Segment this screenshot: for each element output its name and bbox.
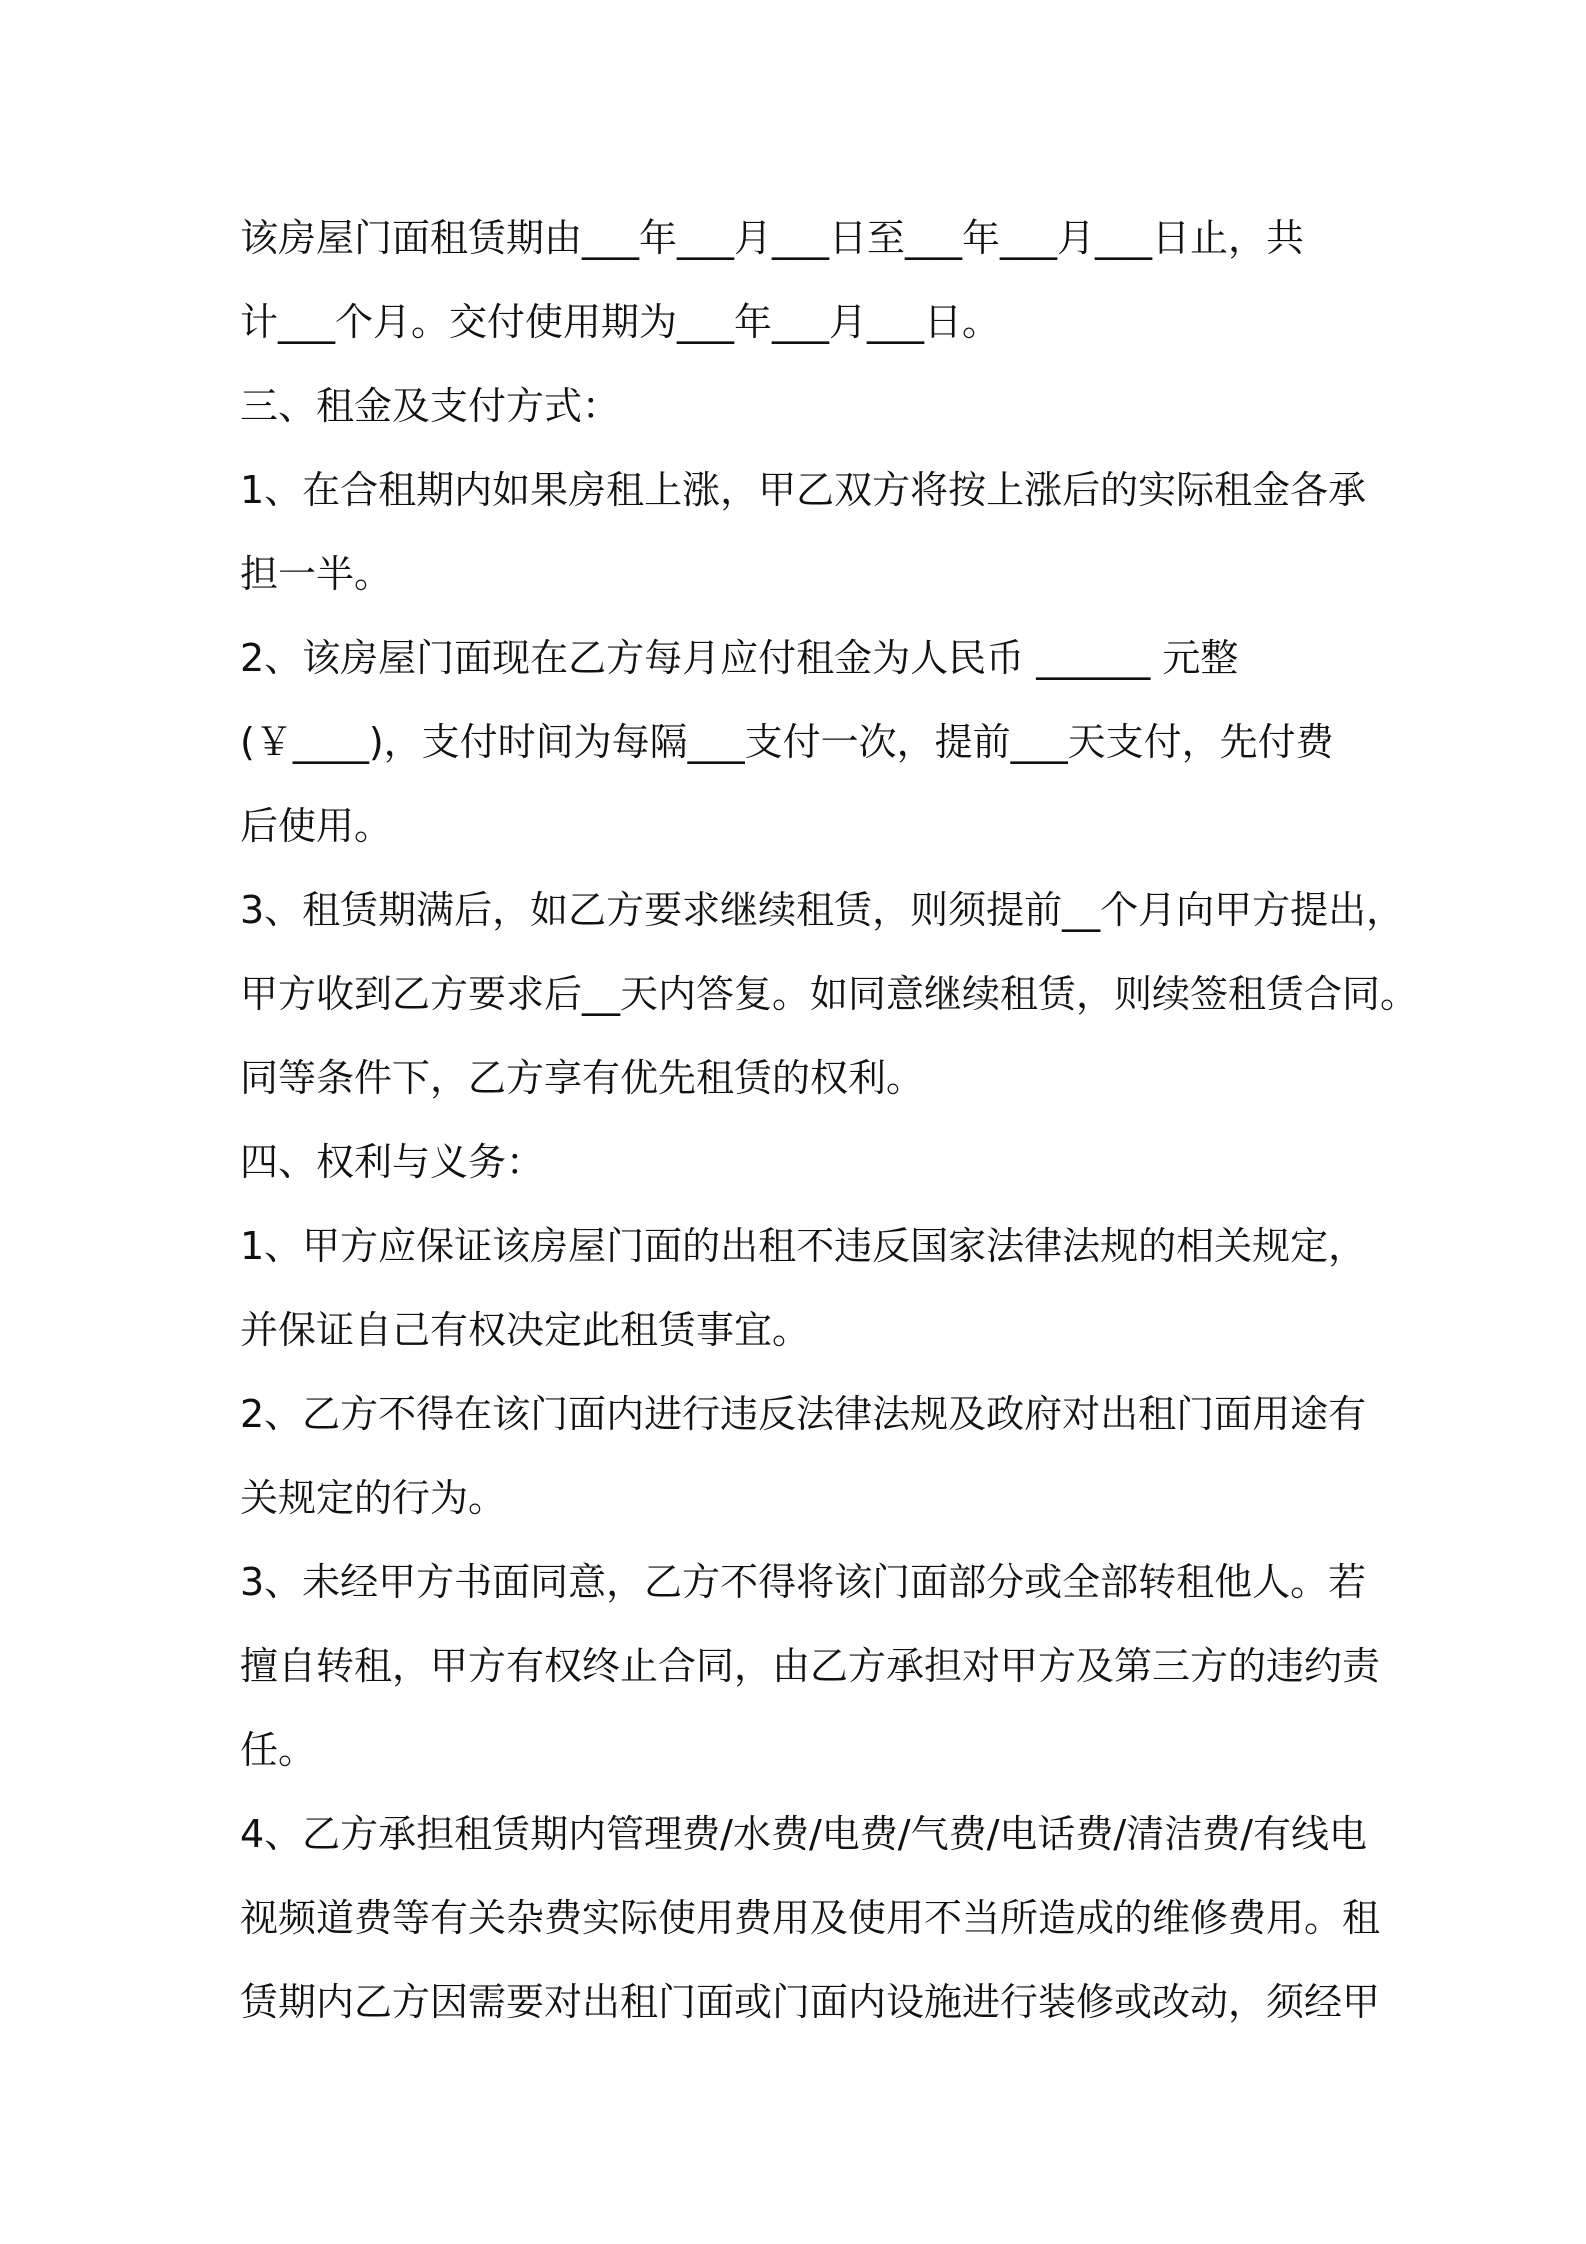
text-line: 关规定的行为。 <box>240 1476 507 1520</box>
text-line: 甲方收到乙方要求后__天内答复。如同意继续租赁，则续签租赁合同。 <box>240 972 1419 1016</box>
text-line: 该房屋门面租赁期由___年___月___日至___年___月___日止，共 <box>240 216 1305 260</box>
text-line: 1、在合租期内如果房租上涨，甲乙双方将按上涨后的实际租金各承 <box>240 468 1367 512</box>
section-heading: 四、权利与义务： <box>240 1140 545 1184</box>
text-line: 3、租赁期满后，如乙方要求继续租赁，则须提前__个月向甲方提出， <box>240 888 1405 932</box>
text-line: 擅自转租，甲方有权终止合同，由乙方承担对甲方及第三方的违约责 <box>240 1644 1381 1688</box>
text-line: 计___个月。交付使用期为___年___月___日。 <box>240 300 1001 344</box>
text-line: 1、甲方应保证该房屋门面的出租不违反国家法律法规的相关规定， <box>240 1224 1367 1268</box>
text-line: 并保证自己有权决定此租赁事宜。 <box>240 1308 811 1352</box>
text-line: 同等条件下，乙方享有优先租赁的权利。 <box>240 1056 925 1100</box>
text-line: 后使用。 <box>240 804 393 848</box>
text-line: 2、该房屋门面现在乙方每月应付租金为人民币 ______ 元整 <box>240 636 1239 680</box>
text-line: (￥____)，支付时间为每隔___支付一次，提前___天支付，先付费 <box>240 720 1334 764</box>
text-line: 赁期内乙方因需要对出租门面或门面内设施进行装修或改动，须经甲 <box>240 1980 1381 2024</box>
text-line: 3、未经甲方书面同意，乙方不得将该门面部分或全部转租他人。若 <box>240 1560 1367 1604</box>
contract-text <box>240 196 1419 2044</box>
text-line: 4、乙方承担租赁期内管理费/水费/电费/气费/电话费/清洁费/有线电 <box>240 1812 1367 1856</box>
section-heading: 三、租金及支付方式： <box>240 384 621 428</box>
text-line: 视频道费等有关杂费实际使用费用及使用不当所造成的维修费用。租 <box>240 1896 1381 1940</box>
text-line: 担一半。 <box>240 552 393 596</box>
text-line: 任。 <box>240 1728 317 1772</box>
text-line: 2、乙方不得在该门面内进行违反法律法规及政府对出租门面用途有 <box>240 1392 1367 1436</box>
